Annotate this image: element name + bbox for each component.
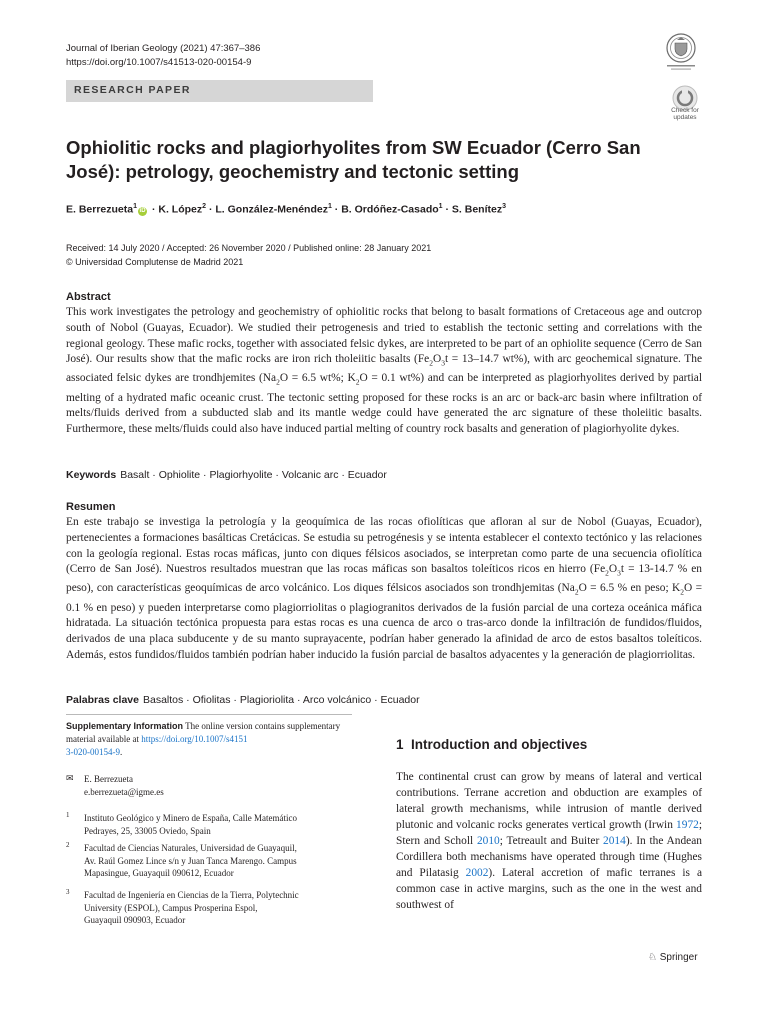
correspondence [84, 773, 164, 798]
corresponding-email[interactable]: e.berrezueta@igme.es [84, 786, 164, 797]
author-name[interactable]: E. Berrezueta [66, 203, 134, 216]
intro-text: The continental crust can grow by means of lateral and vertical contributions. Terrane accretion and obduction are examples of lateral growth mechanisms, while intrusion of mantle derived plutonic and volcanic rocks generates vertical growth (Irwin 1972; Stern and Scholl 2010; Tetreault and Buiter 2014). In the Andean Cordillera both mechanisms have operated through time (Hughes and Pilatasig 2002). Lateral accretion of mafic terranes is a common case in active margins, such as the one in the west and southwest of [396, 771, 702, 911]
aff-number: 2 [66, 841, 70, 849]
author-name[interactable]: B. Ordóñez-Casado [341, 203, 439, 216]
badge-label: RESEARCH PAPER [74, 84, 191, 96]
supplementary-text: The online version contains supplementary material available at [66, 721, 341, 744]
affiliation-1: Instituto Geológico y Minero de España, Calle Matemático Pedrayes, 25, 33005 Oviedo, Spain [84, 813, 297, 836]
keywords-label: Keywords [66, 469, 117, 481]
article-title: Ophiolitic rocks and plagiorhyolites from SW Ecuador (Cerro San José): petrology, geochemistry and tectonic setting [66, 137, 641, 182]
footnote-divider [66, 714, 352, 715]
author-name[interactable]: S. Benítez [451, 203, 503, 216]
keywords-text: Basalt · Ophiolite · Plagiorhyolite · Volcanic arc · Ecuador [120, 469, 387, 481]
keywords [66, 469, 387, 481]
author-name[interactable]: K. López [158, 203, 203, 216]
orcid-icon[interactable]: iD [139, 207, 146, 214]
check-for-updates-label[interactable]: Check for updates [671, 107, 699, 121]
palabras-text: Basaltos · Ofiolitas · Plagioriolita · Arco volcánico · Ecuador [142, 694, 420, 706]
supplementary-label: Supplementary Information [66, 721, 184, 731]
history-dates: Received: 14 July 2020 / Accepted: 26 November 2020 / Published online: 28 January 2021 [66, 243, 432, 253]
journal-citation: Journal of Iberian Geology (2021) 47:367–386 [66, 43, 261, 54]
copyright: © Universidad Complutense de Madrid 2021 [66, 257, 244, 267]
citation-link[interactable]: 2010 [476, 835, 500, 847]
publisher-name: Springer [659, 952, 698, 963]
affiliation-2: Facultad de Ciencias Naturales, Universidad de Guayaquil, Av. Raúl Gomez Lince s/n y Juan Tanca Marengo. Campus Mapasingue, Guayaquil 090612, Ecuador [84, 843, 297, 878]
supplementary-info: Supplementary Information The online version contains supplementary material available at https://doi.org/10.1007/s4151 3-020-00154-9. [66, 721, 341, 757]
journal-doi[interactable]: https://doi.org/10.1007/s41513-020-00154-9 [66, 57, 252, 68]
resumen-text: En este trabajo se investiga la petrología y la geoquímica de las rocas ofiolíticas que afloran al sur de Nobol (Guayas, Ecuador), pertenecientes a formaciones basálticas Cretácicas. Se estudia su petrogénesis y se intenta establecer el contexto tectónico y las relaciones con la geología regional. Estas rocas máficas, junto con diques félsicos asociados, se interpretan como parte de una secuencia ofiolítica (Cerro de San José). Nuestros resultados muestran que las rocas máficas son basaltos toleíticos ricos en hierro ($Fe_2O_3t = 13-14.7$ % en peso), con características geoquímicas de arco volcánico. Los diques félsicos asociados son trondhjemitas ($Na_2O = 6.5$ % en peso; $K_2O = 0.1$ % en peso) y pueden interpretarse como plagiorriolitas o plagiogranitos derivados de la fusión parcial de una corteza oceánica máfica hidratada. La situación tectónica propuesta para estas rocas es una cuenca de arco o tras-arco donde la infiltración de fundidos/fluidos, derivados de una placa subducente y de su manto suprayacente, podrían haber generado la afinidad de arco de estos basaltos toleíticos. Además, estos fundidos/fluidos también podrían haber inducido la fusión parcial de basaltos adyacentes y la generación de plagiorriolitas. [66, 516, 703, 661]
supplementary-link[interactable]: https://doi.org/10.1007/s4151 3-020-00154-9 [66, 734, 248, 757]
citation-link[interactable]: 1972 [676, 819, 699, 831]
publication-dates [66, 241, 431, 269]
aff-number: 1 [66, 811, 70, 819]
university-crest-icon [662, 30, 700, 72]
citation-link[interactable]: 2014 [603, 835, 626, 847]
resumen-heading: Resumen [66, 501, 116, 513]
author-list: E. Berrezueta$^1$iD · K. López$^2$ · L. González-Menéndez$^1$ · B. Ordóñez-Casado$^1$ · S. Benítez$^3$ [66, 203, 506, 216]
article-type-badge [66, 80, 373, 102]
palabras-label: Palabras clave [66, 694, 139, 706]
abstract-text: This work investigates the petrology and geochemistry of ophiolitic rocks that belong to basalt formations of Cretaceous age and outcrop south of Nobol (Guayas, Ecuador). We studied their petrogenesis and tried to establish the tectonic setting and correlations with the regional geology. These mafic rocks, together with associated felsic dykes, are interpreted to be part of an ophiolite sequence (Cerro de San José). Our results show that the mafic rocks are iron rich tholeiitic basalts ($Fe_2O_3t = 13-14.7$ wt%), with arc geochemical signature. The associated felsic dykes are trondhjemites ($Na_2O = 6.5$ wt%; $K_2O = 0.1$ wt%) and can be interpreted as plagiorhyolites derived by partial melting of a hydrated mafic oceanic crust. The tectonic setting proposed for these rocks is an arc or back-arc basin where infiltration of melts/fluids derived from a subducted slab and its mantle wedge could have generated the arc signature of these tholeiitic basalts. Furthermore, these melts/fluids could also have induced partial melting of country rock basalts and generation of plagiorhyolite dykes. [66, 306, 702, 436]
corresponding-author: E. Berrezueta [84, 774, 133, 784]
springer-logo-icon: ♘ [648, 952, 657, 963]
journal-header [66, 42, 260, 70]
section-heading: 1 Introduction and objectives [396, 737, 588, 752]
citation-link[interactable]: 2002 [465, 867, 489, 879]
abstract-heading: Abstract [66, 291, 111, 303]
aff-number: 3 [66, 888, 70, 896]
palabras-clave [66, 694, 420, 706]
affiliation-3: Facultad de Ingeniería en Ciencias de la Tierra, Polytechnic University (ESPOL), Campus Prosperina Espol, Guayaquil 090903, Ecuador [84, 890, 299, 925]
envelope-icon: ✉ [66, 773, 74, 783]
author-name[interactable]: L. González-Menéndez [215, 203, 328, 216]
publisher-footer [648, 952, 698, 963]
